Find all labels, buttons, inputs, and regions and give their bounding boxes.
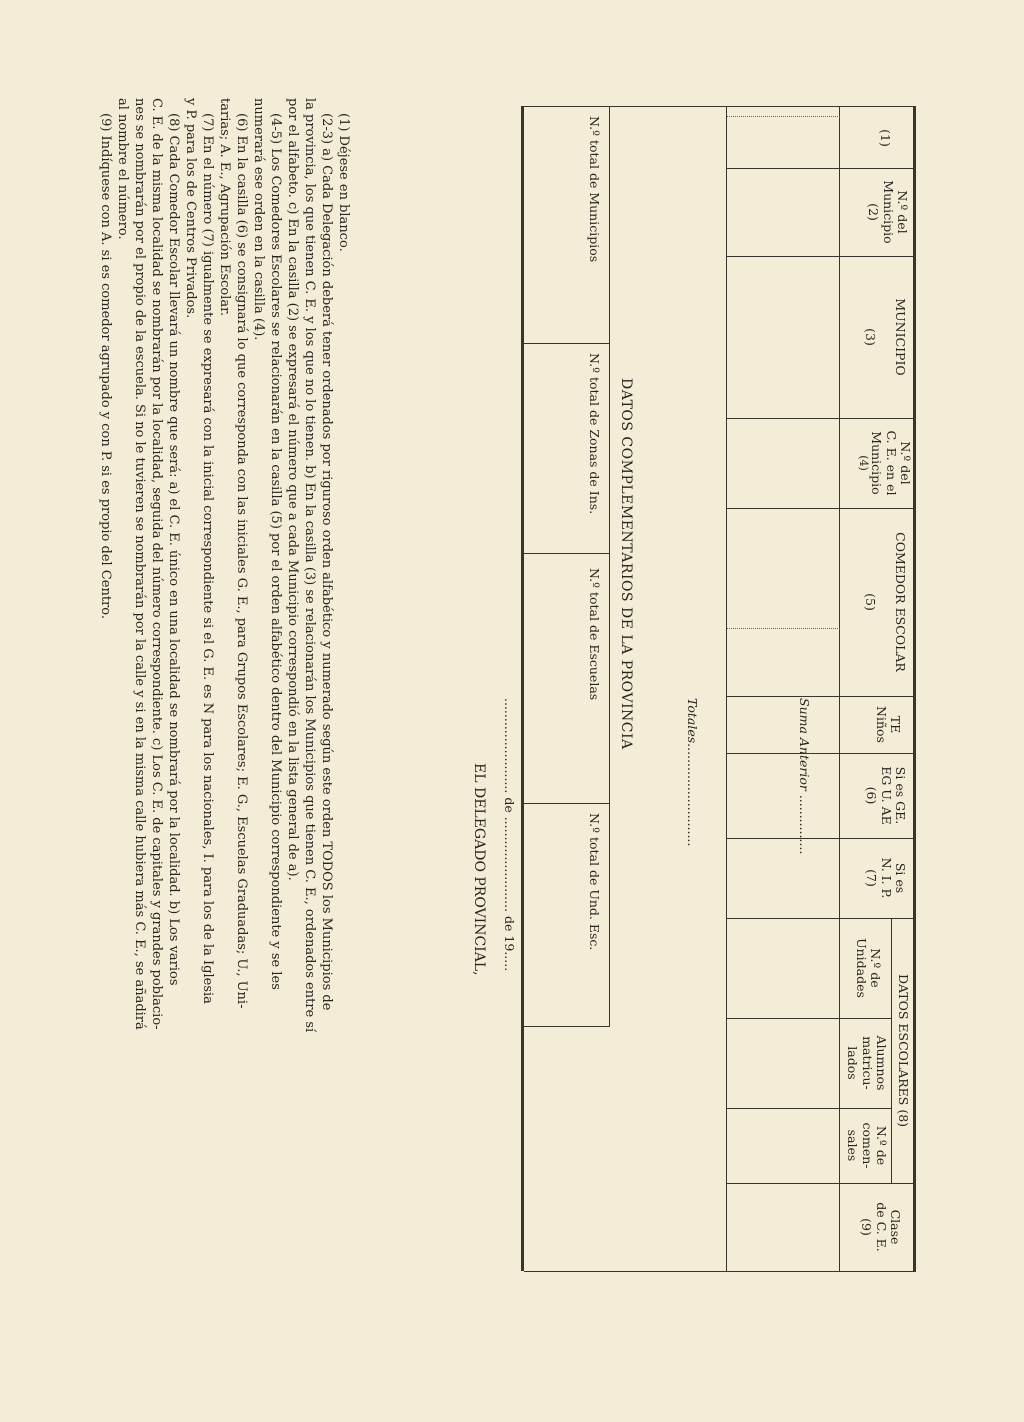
header-c5 xyxy=(862,508,907,696)
header-c12-num: (9) xyxy=(859,1218,875,1236)
dotted-rule xyxy=(727,116,840,117)
header-c8-line2: N. I. P. xyxy=(878,857,894,899)
complementarios-sep-1 xyxy=(524,343,610,344)
header-c12-line1: Clase xyxy=(888,1209,903,1245)
fecha-line: ........................ de ........................ de 19..... xyxy=(502,698,517,972)
header-c11-line1: N.º de xyxy=(874,1125,889,1166)
header-c6-line2: Niños xyxy=(873,706,889,743)
header-c3-num: (3) xyxy=(862,328,878,346)
delegado-label: EL DELEGADO PROVINCIAL, xyxy=(471,763,487,976)
note-line: al nombre el número. xyxy=(115,98,130,240)
header-c10-line1: Alumnos xyxy=(874,1035,889,1091)
header-c5-title: COMEDOR ESCOLAR xyxy=(893,532,908,672)
header-c9 xyxy=(853,918,882,1018)
header-c5-num: (5) xyxy=(862,593,878,611)
header-c7-num: (6) xyxy=(864,786,880,805)
header-c12-line2: de C. E. xyxy=(873,1202,889,1252)
header-c7 xyxy=(864,753,907,838)
left-border xyxy=(524,106,916,107)
note-line: por el alfabeto. c) En la casilla (2) se expresará el número que a cada Municipio correspondió en la lista general de a). xyxy=(285,98,300,881)
suma-anterior-label: Suma Anterior ............... xyxy=(797,698,812,855)
header-c11-line3: sales xyxy=(845,1129,861,1162)
header-c7-line1: Si es GE. xyxy=(893,766,908,825)
header-datos-escolares: DATOS ESCOLARES (8) xyxy=(896,973,911,1128)
header-c6 xyxy=(873,696,902,753)
note-line: (2-3) a) Cada Delegación deberá tener ordenados por riguroso orden alfabético y numerado según este orden TODOS los Municipios de xyxy=(319,113,334,1011)
total-municipios-label: N.º total de Municipios xyxy=(587,116,602,263)
header-c2-line1: N.º del xyxy=(895,190,910,234)
complementarios-sep-3 xyxy=(524,803,610,804)
table-top-border xyxy=(913,106,916,1271)
header-c2-num: (2) xyxy=(866,203,882,221)
header-c9-line1: N.º de xyxy=(868,948,883,988)
section-separator xyxy=(521,106,524,1271)
header-c11 xyxy=(845,1108,888,1183)
header-c3 xyxy=(862,256,907,418)
complementarios-top-line xyxy=(609,106,610,1026)
header-c4-line2: C. E. en el xyxy=(883,430,899,496)
header-c9-line2: Unidades xyxy=(853,938,869,998)
note-line: nes se nombrarán por el propio de la escuela. Si no le tuvieren se nombrarán por la calle y si en la misma calle hubiera más C. E., se añadirá xyxy=(132,98,147,1030)
header-c3-title: MUNICIPIO xyxy=(893,298,908,376)
header-c1: (1) xyxy=(878,129,893,147)
datos-escolares-underline xyxy=(891,918,892,1183)
note-line: (6) En la casilla (6) se consignará lo que corresponda con las iniciales G. E., para Grupos Escolares; E. G., Escuelas Graduadas; U., Uni- xyxy=(234,113,249,1009)
header-c11-line2: comen- xyxy=(859,1122,875,1169)
header-c8-line1: Si es xyxy=(893,862,908,894)
note-line: (1) Déjese en blanco. xyxy=(336,113,351,252)
note-line: C. E. de la misma localidad se nombrarán por la localidad, seguida del número correspondiente. c) Los C. E. de capitales y grandes poblacio- xyxy=(149,98,164,1030)
total-unidades-label: N.º total de Und. Esc. xyxy=(587,813,602,951)
complementarios-sep-2 xyxy=(524,553,610,554)
complementarios-sep-4 xyxy=(524,1026,610,1027)
totales-label: Totales.......................... xyxy=(685,698,700,847)
dotted-rule xyxy=(727,628,840,629)
total-zonas-label: N.º total de Zonas de Ins. xyxy=(587,353,602,515)
complementarios-title: DATOS COMPLEMENTARIOS DE LA PROVINCIA xyxy=(618,378,634,750)
header-c2-line2: Municipio xyxy=(880,180,896,244)
header-c4-num: (4) xyxy=(856,455,870,471)
header-c4-line1: N.º del xyxy=(898,441,913,485)
note-line: numerará ese orden en la casilla (4). xyxy=(251,98,266,341)
header-c4-line3: Municipio xyxy=(869,431,885,495)
rotated-form-page xyxy=(12,8,1012,1368)
total-escuelas-label: N.º total de Escuelas xyxy=(587,568,602,701)
header-c8-num: (7) xyxy=(864,869,880,887)
note-line: (4-5) Los Comedores Escolares se relacionarán en la casilla (5) por el orden alfabético dentro del Municipio correspondiente y se les xyxy=(268,113,283,990)
header-c10 xyxy=(845,1018,888,1108)
header-c8 xyxy=(864,838,907,918)
header-c4 xyxy=(856,418,912,508)
header-c7-line2: EG U. AE xyxy=(878,766,894,825)
note-line: (7) En el número (7) igualmente se expresará con la inicial correspondiente si el G. E. es N para los nacionales, I. para los de la Iglesia xyxy=(200,113,215,1004)
note-line: y P. para los de Centros Privados. xyxy=(183,98,198,319)
note-line: la provincia, los que tienen C. E. y los que no lo tienen. b) En la casilla (3) se relacionarán los Municipios que tienen C. E., ordenados entre sí xyxy=(302,98,317,1033)
note-line: (8) Cada Comedor Escolar llevará un nombre que será: a) el C. E. único en una localidad se nombrará por la localidad. b) Los varios xyxy=(166,113,181,986)
table-bottom-line xyxy=(726,106,727,1271)
header-c6-line1: TE xyxy=(888,715,903,734)
right-border xyxy=(524,1271,916,1272)
header-c10-line2: matricu- xyxy=(859,1036,875,1090)
header-c10-line3: lados xyxy=(845,1046,861,1080)
col-sep-8 xyxy=(727,918,916,919)
note-line: (9) Indíquese con A. si es comedor agrupado y con P. si es propio del Centro. xyxy=(98,113,113,619)
note-line: tarias; A. E., Agrupación Escolar. xyxy=(217,98,232,317)
header-c2 xyxy=(866,168,909,256)
header-c12 xyxy=(859,1183,902,1271)
header-bottom-line xyxy=(839,106,840,1271)
